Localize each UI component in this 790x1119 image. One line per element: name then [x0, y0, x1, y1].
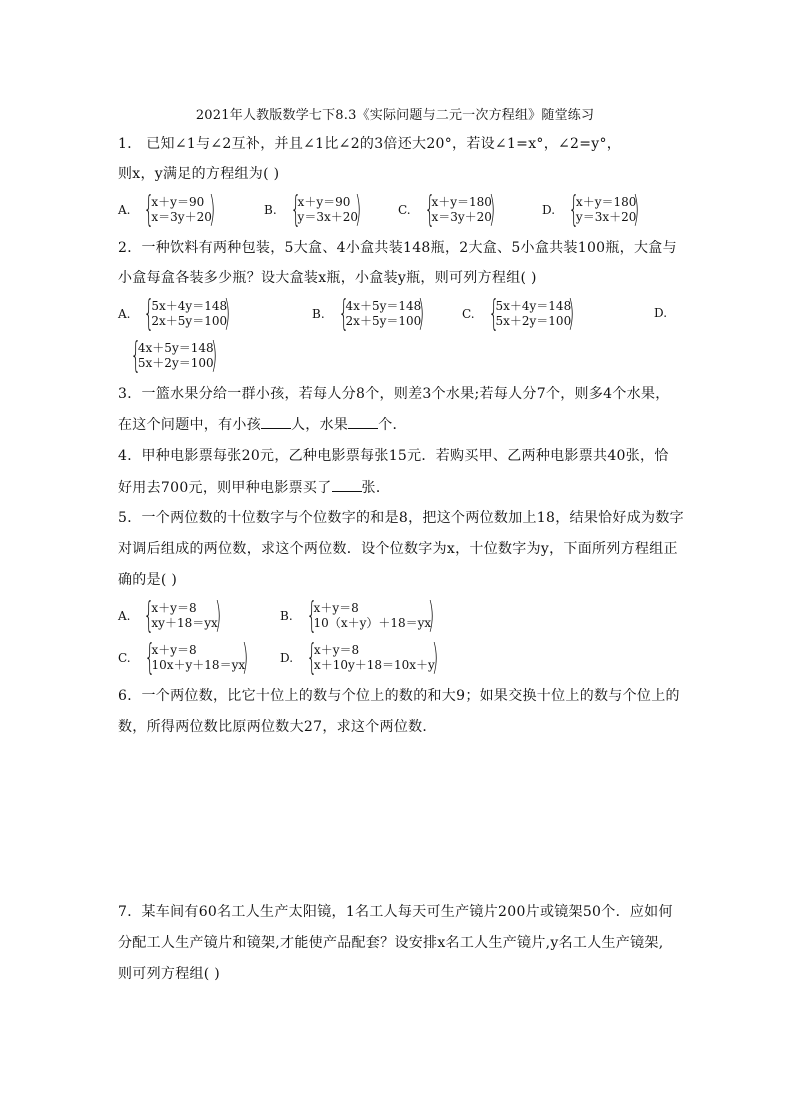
- equation-1: x＋y＝90: [151, 195, 205, 209]
- left-brace-icon: {: [306, 637, 317, 678]
- right-brace-icon: ): [355, 189, 362, 230]
- equation-1: x＋y＝90: [297, 195, 351, 209]
- option-label: A.: [118, 203, 131, 217]
- left-brace-icon: {: [144, 189, 155, 230]
- equation-2: 5x＋2y＝100: [495, 314, 572, 328]
- equation-1: 5x＋4y＝148: [495, 299, 572, 313]
- left-brace-icon: {: [424, 189, 435, 230]
- q5-option-c: [118, 638, 256, 678]
- equation-system: [118, 335, 225, 376]
- option-label: D.: [542, 203, 556, 217]
- equation-1: x＋y＝8: [313, 601, 359, 615]
- q2-option-b: [312, 294, 432, 334]
- equation-1: x＋y＝180: [431, 195, 492, 209]
- left-brace-icon: {: [144, 595, 155, 636]
- left-brace-icon: {: [130, 335, 141, 376]
- right-brace-icon: ): [418, 293, 425, 334]
- q2-line-1: 2．一种饮料有两种包装，5大盒、4小盒共装148瓶，2大盒、5小盒共装100瓶，大盒与: [118, 240, 677, 256]
- q1-option-d: [542, 190, 647, 230]
- q3-line-2: [118, 414, 678, 435]
- equation-2: y＝3x＋20: [297, 210, 358, 224]
- right-brace-icon: ): [633, 189, 640, 230]
- q4-text-a: 好用去700元，则甲种电影票买了: [118, 480, 332, 496]
- q7-line-1: 7．某车间有60名工人生产太阳镜，1名工人每天可生产镜片200片或镜架50个．应如何: [118, 904, 673, 920]
- left-brace-icon: {: [290, 189, 301, 230]
- left-brace-icon: {: [144, 637, 155, 678]
- answer-blank: [261, 414, 291, 429]
- equation-2: 5x＋2y＝100: [137, 356, 214, 370]
- equation-2: x＝3y＋20: [431, 210, 492, 224]
- q5-option-d: [280, 638, 446, 678]
- q7-line-3: 则可列方程组( ): [118, 966, 221, 982]
- q3-text-a: 在这个问题中，有小孩: [118, 417, 261, 433]
- q2-line-2: 小盒每盒各装多少瓶？设大盒装x瓶，小盒装y瓶，则可列方程组( ): [118, 270, 537, 286]
- right-brace-icon: ): [242, 637, 249, 678]
- equation-2: xy＋18＝yx: [151, 616, 218, 630]
- q2-option-c: [462, 294, 582, 334]
- q5-options-row-2: [118, 638, 678, 678]
- q5-line-1: 5．一个两位数的十位数字与个位数字的和是8，把这个两位数加上18，结果恰好成为数字: [118, 510, 684, 526]
- option-label: C.: [462, 307, 475, 321]
- q4-text-b: 张．: [361, 480, 391, 496]
- equation-system: [278, 189, 369, 230]
- right-brace-icon: ): [224, 293, 231, 334]
- equation-system: [556, 189, 647, 230]
- equation-2: y＝3x＋20: [575, 210, 637, 224]
- q6-line-2: 数，所得两位数比原两位数大27，求这个两位数．: [118, 719, 437, 735]
- equation-system: [412, 189, 503, 230]
- q7-line-2: 分配工人生产镜片和镜架,才能使产品配套？设安排x名工人生产镜片,y名工人生产镜架,: [118, 935, 664, 951]
- answer-blank: [332, 477, 362, 492]
- answer-blank: [348, 414, 378, 429]
- q1-line-2: 则x，y满足的方程组为( ): [118, 166, 280, 182]
- q1-option-c: [398, 190, 503, 230]
- q3-text-b: 人，水果: [291, 417, 349, 433]
- left-brace-icon: {: [306, 595, 317, 636]
- q2-option-a: [118, 294, 238, 334]
- q2-option-d-row: [118, 336, 678, 376]
- left-brace-icon: {: [488, 293, 499, 334]
- left-brace-icon: {: [568, 189, 579, 230]
- q1-options: [118, 190, 678, 230]
- right-brace-icon: ): [568, 293, 575, 334]
- q6-line-1: 6．一个两位数，比它十位上的数与个位上的数的和大9；如果交换十位上的数与个位上的: [118, 688, 680, 704]
- q1-option-b: [264, 190, 369, 230]
- equation-system: [294, 595, 443, 636]
- right-brace-icon: ): [488, 189, 496, 230]
- q1-line-1: 1． 已知∠1与∠2互补，并且∠1比∠2的3倍还大20°，若设∠1=x°，∠2=y°，: [118, 136, 622, 152]
- right-brace-icon: ): [428, 595, 435, 636]
- equation-1: x＋y＝8: [313, 643, 360, 657]
- equation-2: x＝3y＋20: [151, 210, 212, 224]
- option-label: A.: [118, 609, 131, 623]
- q3-text-c: 个．: [378, 417, 407, 433]
- equation-1: x＋y＝8: [151, 601, 197, 615]
- equation-2: 10x＋y＋18＝yx: [151, 658, 246, 672]
- left-brace-icon: {: [144, 293, 155, 334]
- option-label: B.: [280, 609, 293, 623]
- right-brace-icon: ): [208, 189, 216, 230]
- q2-option-d-label: D.: [654, 306, 668, 320]
- equation-system: [294, 637, 446, 678]
- option-label: C.: [118, 651, 131, 665]
- q5-option-b: [280, 596, 442, 636]
- equation-2: 2x＋5y＝100: [151, 314, 228, 328]
- equation-1: 4x＋5y＝148: [137, 341, 214, 355]
- q2-option-d: [118, 336, 225, 376]
- equation-1: x＋y＝8: [151, 643, 197, 657]
- equation-2: 10（x＋y）＋18＝yx: [313, 616, 432, 630]
- q4-line-2: [118, 477, 678, 498]
- q5-options-row-1: [118, 596, 678, 636]
- option-label: D.: [280, 651, 294, 665]
- equation-system: [132, 637, 257, 678]
- option-label: A.: [118, 307, 131, 321]
- equation-2: x＋10y＋18＝10x＋y: [313, 658, 435, 672]
- q5-line-3: 确的是( ): [118, 572, 178, 588]
- left-brace-icon: {: [338, 293, 349, 334]
- equation-1: 4x＋5y＝148: [345, 299, 422, 313]
- option-label: B.: [312, 307, 325, 321]
- q1-option-a: [118, 190, 223, 230]
- page-title: 2021年人教版数学七下8.3《实际问题与二元一次方程组》随堂练习: [195, 108, 595, 123]
- equation-1: x＋y＝180: [575, 195, 637, 209]
- option-label: C.: [398, 203, 411, 217]
- q5-line-2: 对调后组成的两位数，求这个两位数．设个位数字为x，十位数字为y，下面所列方程组正: [118, 541, 678, 557]
- equation-1: 5x＋4y＝148: [151, 299, 228, 313]
- equation-2: 2x＋5y＝100: [345, 314, 422, 328]
- q5-option-a: [118, 596, 229, 636]
- right-brace-icon: ): [214, 595, 222, 636]
- q4-line-1: 4．甲种电影票每张20元，乙种电影票每张15元．若购买甲、乙两种电影票共40张，恰: [118, 448, 669, 464]
- q2-options: [118, 294, 678, 334]
- equation-system: [131, 293, 238, 334]
- equation-system: [131, 595, 228, 636]
- option-label: B.: [264, 203, 277, 217]
- equation-system: [131, 189, 222, 230]
- equation-system: [326, 293, 433, 334]
- right-brace-icon: ): [210, 335, 217, 376]
- right-brace-icon: ): [431, 637, 439, 678]
- q3-line-1: 3．一篮水果分给一群小孩，若每人分8个，则差3个水果;若每人分7个，则多4个水果，: [118, 386, 670, 402]
- equation-system: [476, 293, 583, 334]
